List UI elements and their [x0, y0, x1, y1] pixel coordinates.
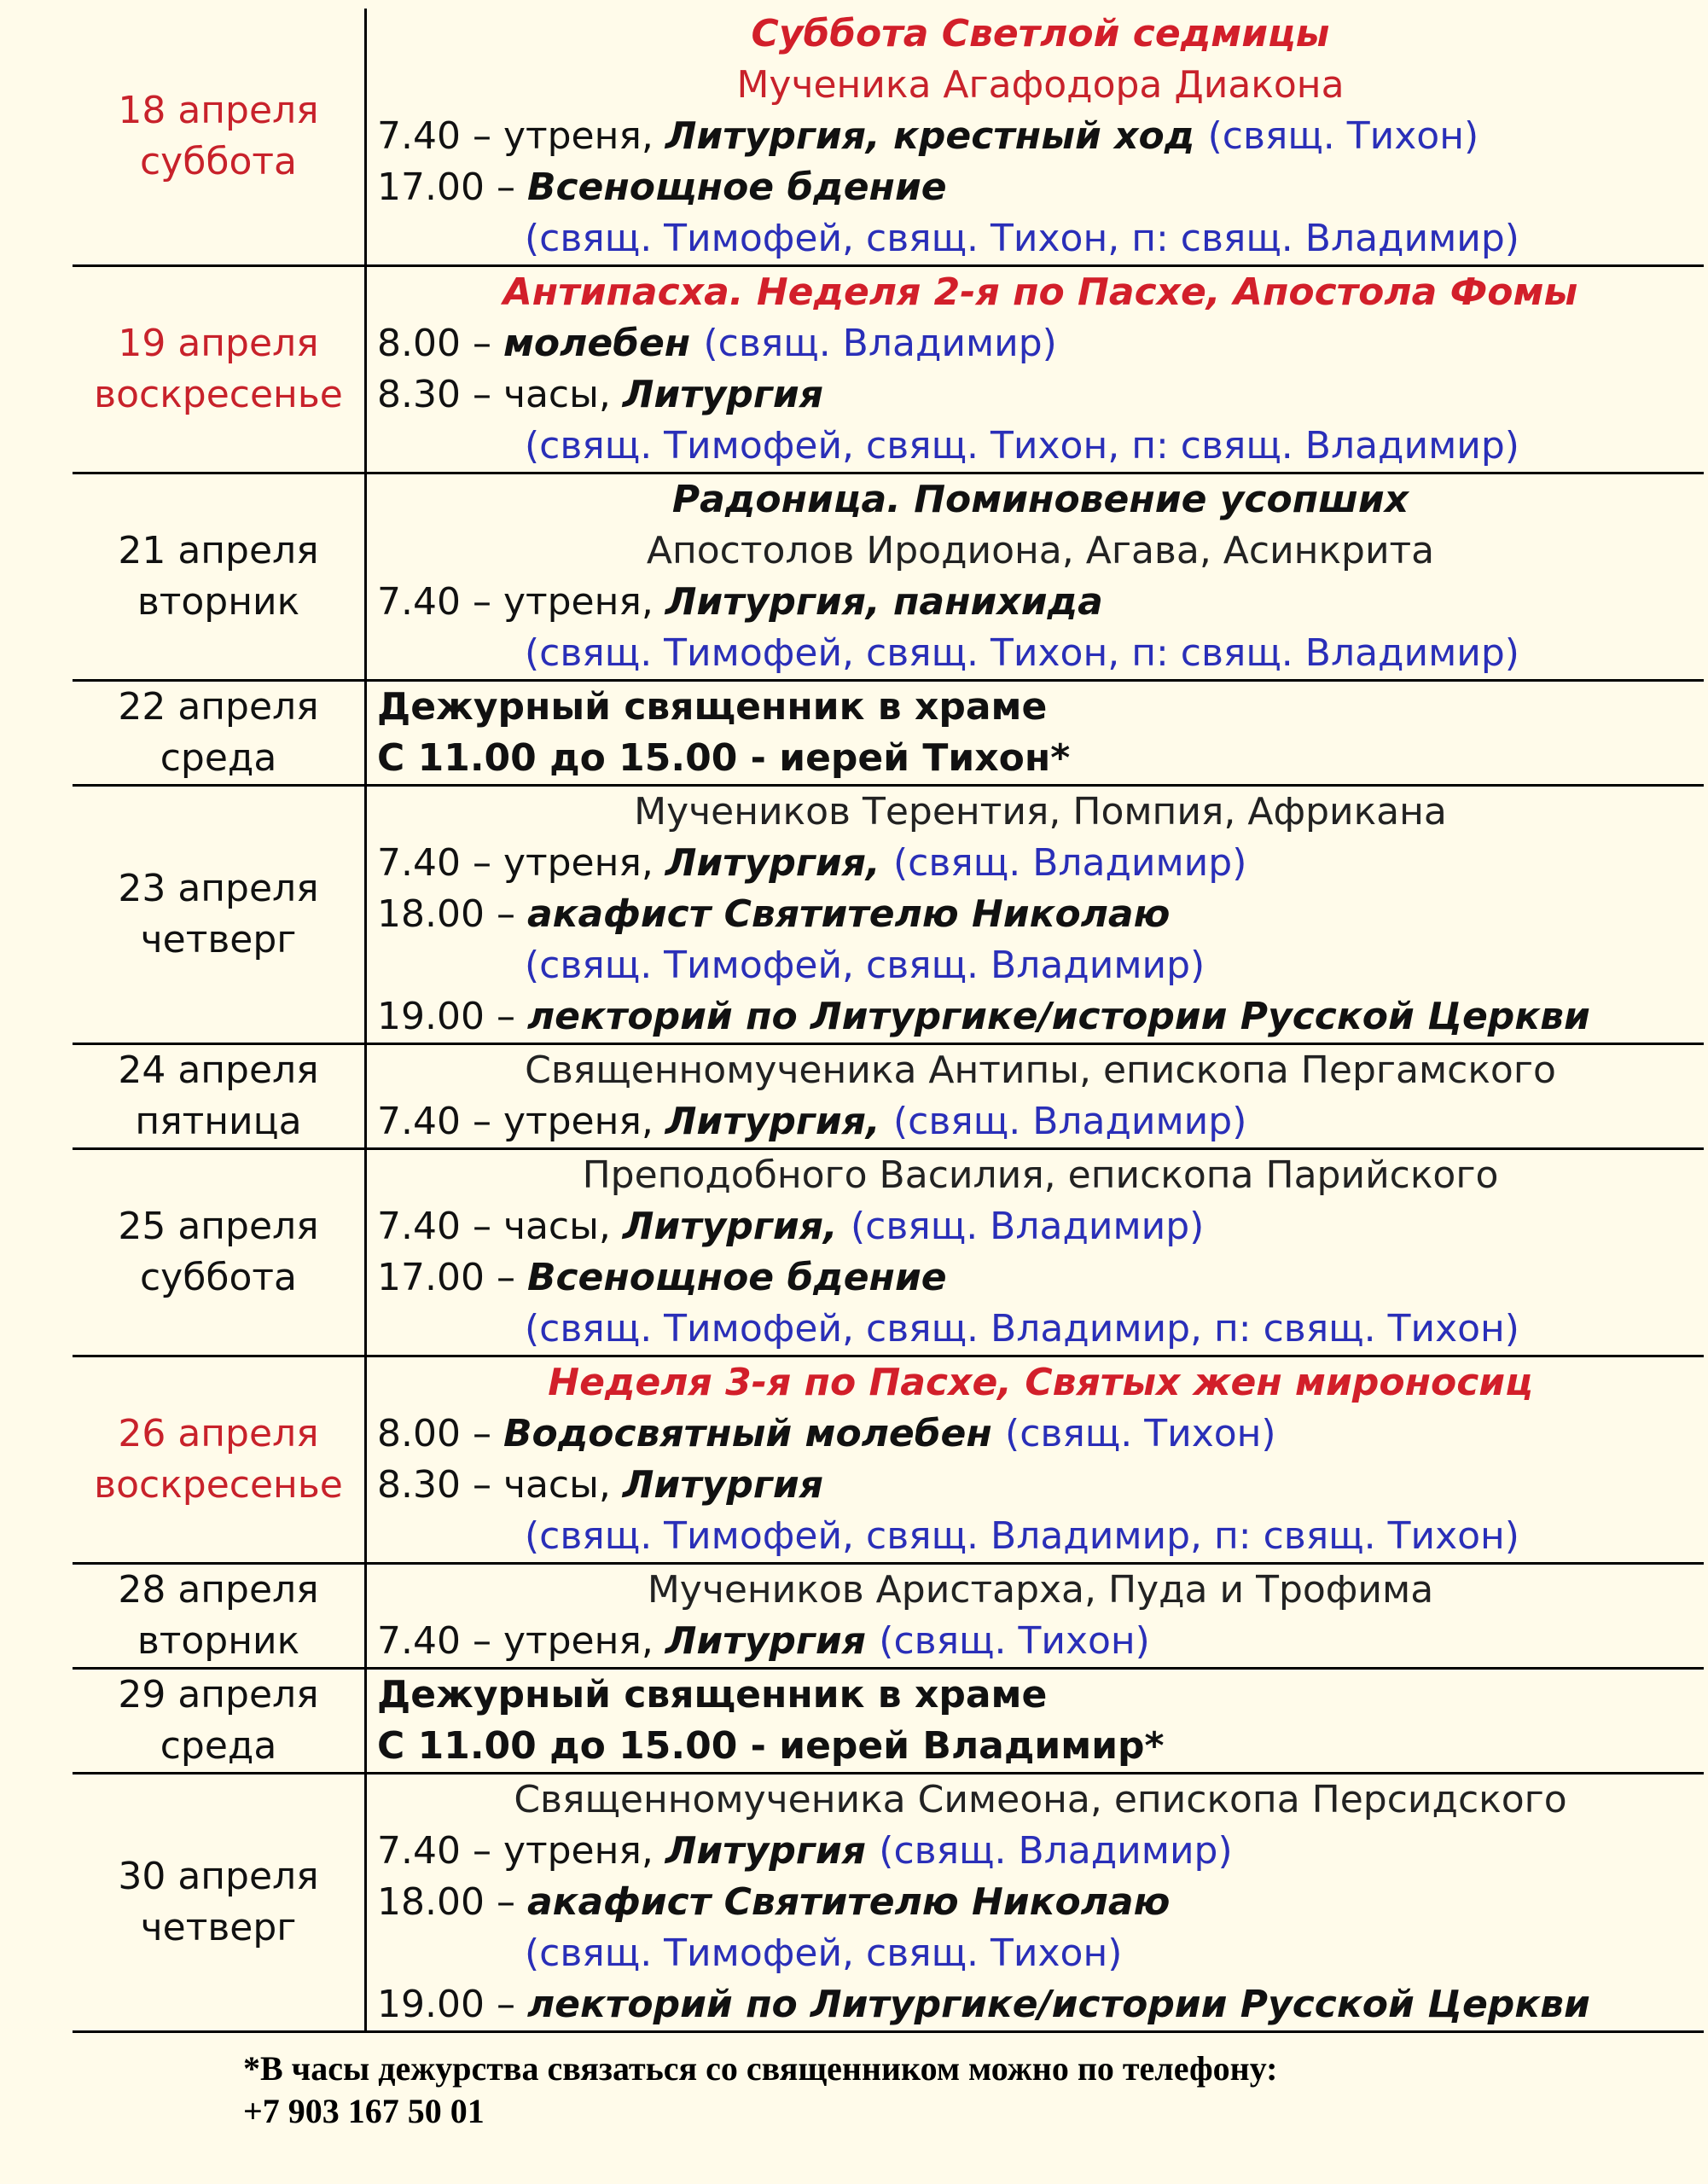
service-line — [377, 838, 1704, 889]
events-cell — [366, 1564, 1705, 1669]
feast-title — [377, 267, 1704, 318]
duty-text: С 11.00 до 15.00 - иерей Владимир* — [377, 1724, 1165, 1768]
date-label: 28 апреля — [118, 1568, 319, 1612]
service-time: 17.00 – — [377, 1256, 527, 1299]
feast-title-text: Суббота Светлой седмицы — [751, 12, 1330, 55]
feast-title — [377, 9, 1704, 60]
date-cell — [73, 1774, 366, 2032]
service-line — [377, 111, 1704, 162]
service-type: утреня, — [503, 841, 665, 885]
day-row — [73, 1044, 1704, 1149]
events-cell — [366, 9, 1705, 266]
saint-text: Мучеников Терентия, Помпия, Африкана — [634, 790, 1447, 834]
service-line — [377, 1096, 1704, 1147]
service-name: Водосвятный молебен — [503, 1412, 1006, 1455]
service-line — [377, 889, 1704, 940]
service-clergy: (свящ. Владимир) — [893, 841, 1247, 885]
date-cell — [73, 473, 366, 681]
date-label: 19 апреля — [118, 322, 319, 365]
saint-commemoration — [377, 1774, 1704, 1826]
events-cell — [366, 266, 1705, 473]
events-cell — [366, 473, 1705, 681]
service-line — [377, 369, 1704, 421]
service-type: часы, — [503, 373, 623, 416]
weekday-label: среда — [160, 1724, 277, 1768]
day-row — [73, 9, 1704, 266]
service-time: 7.40 – — [377, 1829, 503, 1873]
date-label: 25 апреля — [118, 1205, 319, 1248]
date-cell — [73, 266, 366, 473]
service-type: часы, — [503, 1463, 623, 1507]
clergy-text: (свящ. Тимофей, свящ. Владимир, п: свящ. Тихон) — [525, 1514, 1519, 1558]
date-label: 26 апреля — [118, 1412, 319, 1455]
clergy-line — [377, 940, 1704, 991]
events-cell — [366, 786, 1705, 1044]
weekday-label: воскресенье — [94, 373, 343, 416]
service-line — [377, 162, 1704, 213]
date-label: 22 апреля — [118, 685, 319, 729]
duty-line — [377, 1670, 1704, 1721]
clergy-text: (свящ. Тимофей, свящ. Тихон, п: свящ. Владимир) — [525, 631, 1519, 675]
day-row — [73, 1149, 1704, 1356]
date-label: 24 апреля — [118, 1048, 319, 1092]
service-name: Литургия, панихида — [665, 580, 1103, 624]
service-time: 8.00 – — [377, 322, 503, 365]
service-name: Литургия — [665, 1829, 880, 1873]
feast-title-text: Радоница. Поминовение усопших — [671, 478, 1409, 521]
service-clergy: (свящ. Тихон) — [1207, 114, 1479, 158]
service-name: Литургия — [665, 1619, 880, 1663]
saint-commemoration — [377, 787, 1704, 838]
weekday-label: суббота — [139, 140, 297, 183]
date-cell — [73, 681, 366, 786]
service-name: молебен — [503, 322, 704, 365]
weekday-label: среда — [160, 736, 277, 780]
saint-commemoration — [377, 526, 1704, 577]
day-row — [73, 1669, 1704, 1774]
service-time: 7.40 – — [377, 1619, 503, 1663]
service-line — [377, 1409, 1704, 1460]
clergy-line — [377, 1928, 1704, 1979]
date-cell — [73, 9, 366, 266]
service-name: Литургия — [622, 373, 823, 416]
day-row — [73, 786, 1704, 1044]
saint-commemoration — [377, 1150, 1704, 1201]
duty-line — [377, 733, 1704, 784]
weekday-label: четверг — [140, 918, 297, 961]
service-clergy: (свящ. Владимир) — [893, 1100, 1247, 1143]
service-name: лекторий по Литургике/истории Русской Церкви — [526, 995, 1590, 1038]
duty-text: С 11.00 до 15.00 - иерей Тихон* — [377, 736, 1071, 780]
service-time: 8.00 – — [377, 1412, 503, 1455]
weekday-label: воскресенье — [94, 1463, 343, 1507]
date-label: 23 апреля — [118, 867, 319, 910]
clergy-text: (свящ. Тимофей, свящ. Владимир, п: свящ. Тихон) — [525, 1307, 1519, 1350]
date-label: 21 апреля — [118, 529, 319, 572]
clergy-line — [377, 421, 1704, 472]
date-label: 30 апреля — [118, 1855, 319, 1898]
service-line — [377, 991, 1704, 1043]
schedule-table — [73, 9, 1704, 2033]
service-time: 17.00 – — [377, 166, 527, 209]
events-cell — [366, 1774, 1705, 2032]
service-name: Литургия, — [622, 1205, 851, 1248]
service-line — [377, 1826, 1704, 1877]
weekday-label: вторник — [137, 1619, 300, 1663]
events-cell — [366, 1669, 1705, 1774]
saint-text: Мученика Агафодора Диакона — [736, 63, 1345, 107]
service-line — [377, 1201, 1704, 1252]
events-cell — [366, 1044, 1705, 1149]
service-time: 19.00 – — [377, 995, 527, 1038]
service-clergy: (свящ. Владимир) — [851, 1205, 1205, 1248]
saint-text: Мучеников Аристарха, Пуда и Трофима — [647, 1568, 1434, 1612]
saint-text: Преподобного Василия, епископа Парийского — [582, 1153, 1499, 1197]
day-row — [73, 1564, 1704, 1669]
date-cell — [73, 1044, 366, 1149]
service-type: утреня, — [503, 114, 665, 158]
saint-text: Священномученика Антипы, епископа Пергамского — [525, 1048, 1556, 1092]
date-cell — [73, 1149, 366, 1356]
service-type: утреня, — [503, 1829, 665, 1873]
saint-commemoration — [377, 1565, 1704, 1616]
service-time: 7.40 – — [377, 580, 503, 624]
service-name: Всенощное бдение — [526, 1256, 947, 1299]
service-name: акафист Святителю Николаю — [526, 892, 1171, 936]
service-clergy: (свящ. Владимир) — [879, 1829, 1233, 1873]
service-line — [377, 1979, 1704, 2030]
service-type: часы, — [503, 1205, 623, 1248]
date-cell — [73, 1356, 366, 1564]
duty-line — [377, 1721, 1704, 1772]
day-row — [73, 473, 1704, 681]
service-time: 7.40 – — [377, 841, 503, 885]
day-row — [73, 266, 1704, 473]
service-name: Литургия, крестный ход — [665, 114, 1208, 158]
saint-commemoration — [377, 1045, 1704, 1096]
clergy-text: (свящ. Тимофей, свящ. Владимир) — [525, 944, 1205, 987]
service-clergy: (свящ. Владимир) — [703, 322, 1057, 365]
service-name: Литургия — [622, 1463, 823, 1507]
service-time: 18.00 – — [377, 892, 527, 936]
service-line — [377, 318, 1704, 369]
service-name: Всенощное бдение — [526, 166, 947, 209]
duty-line — [377, 682, 1704, 733]
events-cell — [366, 681, 1705, 786]
weekday-label: четверг — [140, 1906, 297, 1949]
events-cell — [366, 1149, 1705, 1356]
events-cell — [366, 1356, 1705, 1564]
service-name: акафист Святителю Николаю — [526, 1880, 1171, 1924]
service-time: 18.00 – — [377, 1880, 527, 1924]
service-line — [377, 1252, 1704, 1304]
day-row — [73, 1356, 1704, 1564]
duty-text: Дежурный священник в храме — [377, 1673, 1048, 1716]
day-row — [73, 1774, 1704, 2032]
service-line — [377, 1877, 1704, 1928]
clergy-text: (свящ. Тимофей, свящ. Тихон, п: свящ. Владимир) — [525, 217, 1519, 260]
service-time: 7.40 – — [377, 1100, 503, 1143]
saint-text: Священномученика Симеона, епископа Персидского — [514, 1778, 1567, 1821]
date-label: 29 апреля — [118, 1673, 319, 1716]
service-type: утреня, — [503, 1619, 665, 1663]
date-cell — [73, 786, 366, 1044]
service-name: Литургия, — [665, 841, 894, 885]
service-time: 8.30 – — [377, 1463, 503, 1507]
date-cell — [73, 1564, 366, 1669]
clergy-line — [377, 628, 1704, 679]
service-line — [377, 1616, 1704, 1667]
saint-text: Апостолов Иродиона, Агава, Асинкрита — [646, 529, 1435, 572]
service-type: утреня, — [503, 580, 665, 624]
schedule-body — [73, 9, 1704, 2032]
feast-title — [377, 1357, 1704, 1409]
service-clergy: (свящ. Тихон) — [879, 1619, 1150, 1663]
clergy-line — [377, 213, 1704, 264]
day-row — [73, 681, 1704, 786]
duty-text: Дежурный священник в храме — [377, 685, 1048, 729]
footnote — [243, 2048, 1277, 2133]
weekday-label: вторник — [137, 580, 300, 624]
service-clergy: (свящ. Тихон) — [1005, 1412, 1276, 1455]
service-time: 19.00 – — [377, 1983, 527, 2026]
feast-title-text: Антипасха. Неделя 2-я по Пасхе, Апостола Фомы — [503, 270, 1578, 314]
footnote-text: *В часы дежурства связаться со священником можно по телефону: — [243, 2049, 1278, 2088]
service-name: лекторий по Литургике/истории Русской Церкви — [526, 1983, 1590, 2026]
service-time: 7.40 – — [377, 1205, 503, 1248]
date-cell — [73, 1669, 366, 1774]
service-line — [377, 577, 1704, 628]
clergy-line — [377, 1304, 1704, 1355]
service-type: утреня, — [503, 1100, 665, 1143]
clergy-text: (свящ. Тимофей, свящ. Тихон, п: свящ. Владимир) — [525, 424, 1519, 468]
service-name: Литургия, — [665, 1100, 894, 1143]
weekday-label: суббота — [139, 1256, 297, 1299]
date-label: 18 апреля — [118, 89, 319, 132]
feast-title-text: Неделя 3-я по Пасхе, Святых жен мироносиц — [548, 1361, 1533, 1404]
service-line — [377, 1460, 1704, 1511]
footnote-phone: +7 903 167 50 01 — [243, 2092, 485, 2130]
service-time: 7.40 – — [377, 114, 503, 158]
feast-title — [377, 474, 1704, 526]
service-time: 8.30 – — [377, 373, 503, 416]
weekday-label: пятница — [135, 1100, 302, 1143]
clergy-line — [377, 1511, 1704, 1562]
saint-commemoration — [377, 60, 1704, 111]
clergy-text: (свящ. Тимофей, свящ. Тихон) — [525, 1931, 1123, 1975]
